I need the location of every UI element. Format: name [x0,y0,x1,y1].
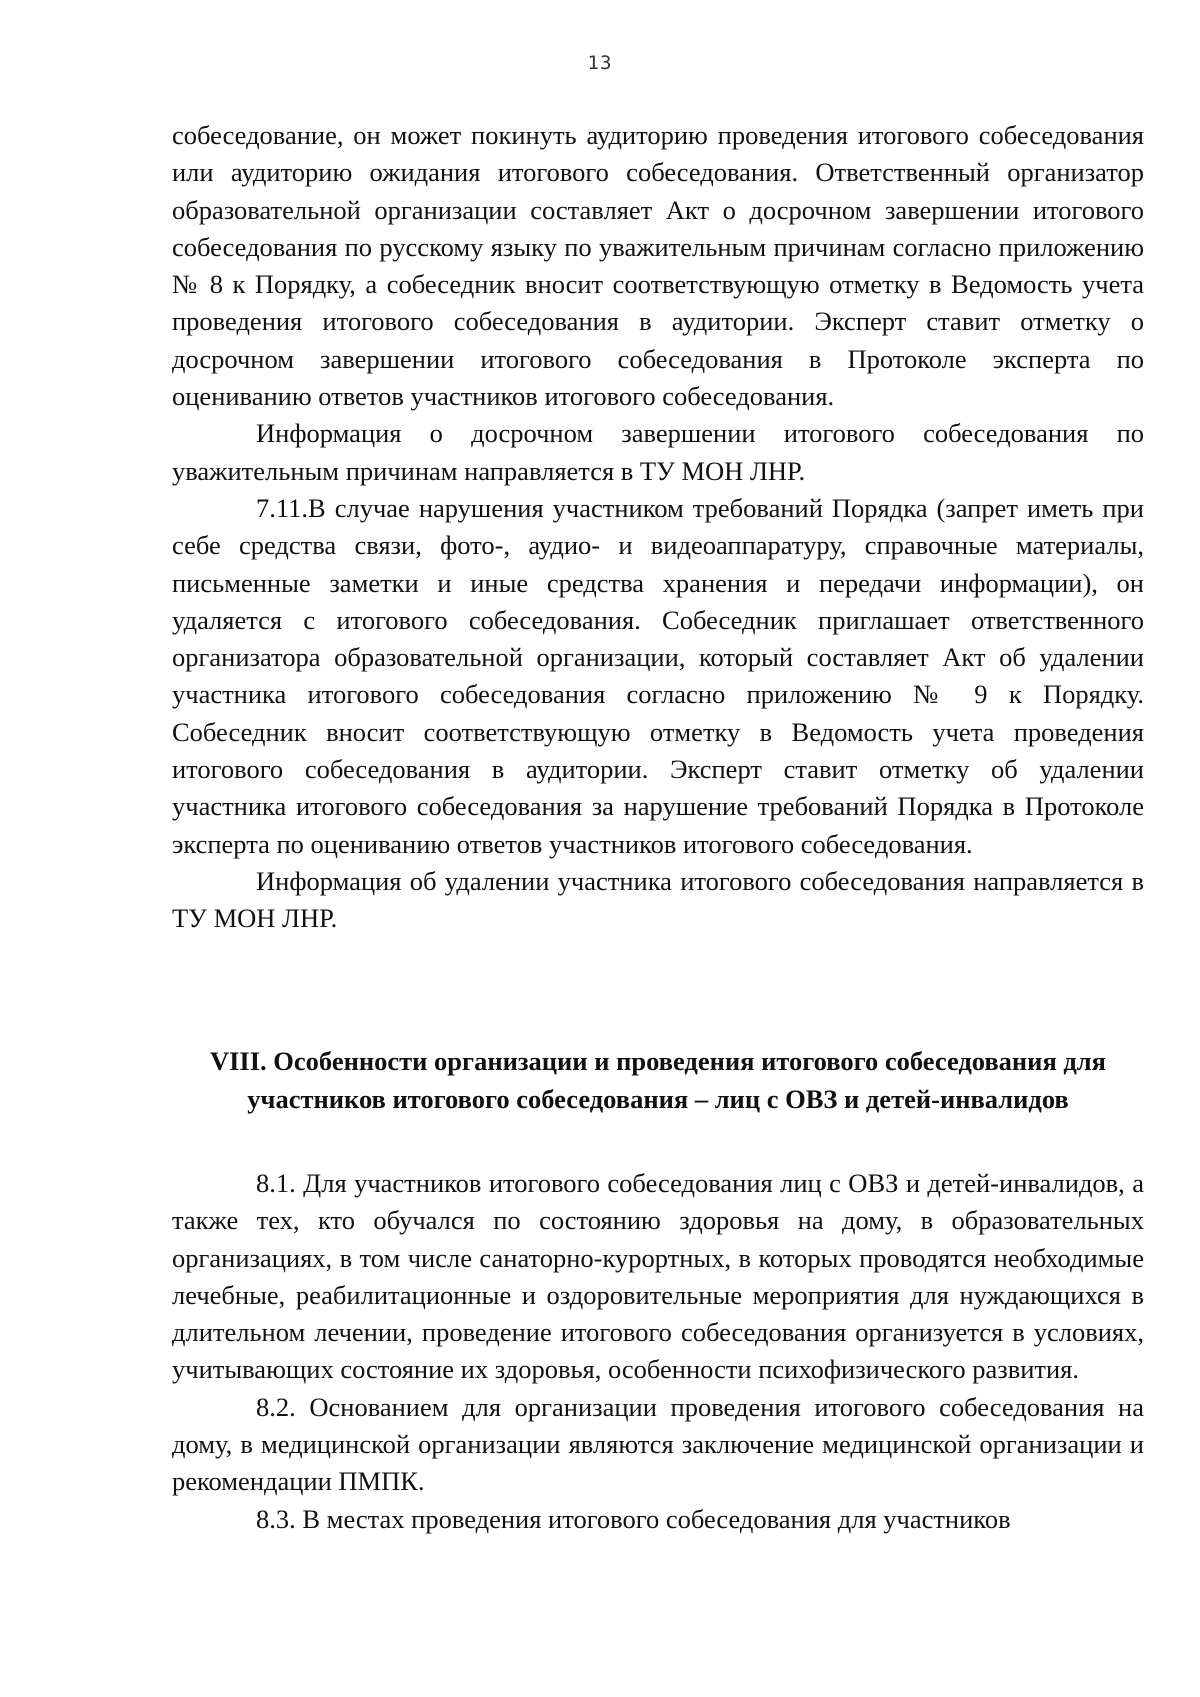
page-number: 13 [587,52,613,74]
paragraph-8-2: 8.2. Основанием для организации проведения итогового собеседования на дому, в медицинской организации являются заключение медицинской организации и рекомендации ПМПК. [172,1391,1144,1497]
text-block-section8 [172,1165,1144,1538]
paragraph-8-3: 8.3. В местах проведения итогового собеседования для участников [256,1503,1011,1534]
paragraph-removal-info: Информация об удалении участника итогового собеседования направляется в ТУ МОН ЛНР. [172,865,1144,934]
paragraph-8-1: 8.1. Для участников итогового собеседования лиц с ОВЗ и детей-инвалидов, а также тех, кто обучался по состоянию здоровья на дому, в образовательных организациях, в том числе санаторно-курортных, в которых проводятся необходимые лечебные, реабилитационные и оздоровительные мероприятия для нуждающихся в длительном лечении, проведение итогового собеседования организуется в условиях, учитывающих состояние их здоровья, особенности психофизического развития. [172,1168,1144,1385]
paragraph-early-completion-info: Информация о досрочном завершении итогового собеседования по уважительным причинам направляется в ТУ МОН ЛНР. [172,418,1144,486]
section-8-heading-line-1: VIII. Особенности организации и проведения итогового собеседования для [209,1046,1107,1076]
paragraph-early-completion: собеседование, он может покинуть аудиторию проведения итогового собеседования или аудиторию ожидания итогового собеседования. Ответственный организатор образовательной организации составляет Акт о досрочном завершении итогового собеседования по русскому языку по уважительным причинам согласно приложению № 8 к Порядку, а собеседник вносит соответствующую отметку в Ведомость учета проведения итогового собеседования в аудитории. Эксперт ставит отметку о досрочном завершении итогового собеседования в Протоколе эксперта по оцениванию ответов участников итогового собеседования. [172,120,1144,412]
section-8-heading [172,1043,1144,1118]
section-8-heading-line-2: участников итогового собеседования – лиц с ОВЗ и детей-инвалидов [247,1083,1069,1114]
paragraph-7-11-removal: 7.11.В случае нарушения участником требований Порядка (запрет иметь при себе средства связи, фото-, аудио- и видеоаппаратуру, справочные материалы, письменные заметки и иные средства хранения и передачи информации), он удаляется с итогового собеседования. Собеседник приглашает ответственного организатора образовательной организации, который составляет Акт об удалении участника итогового собеседования согласно приложению № 9 к Порядку. Собеседник вносит соответствующую отметку в Ведомость учета проведения итогового собеседования в аудитории. Эксперт ставит отметку об удалении участника итогового собеседования за нарушение требований Порядка в Протоколе эксперта по оцениванию ответов участников итогового собеседования. [172,492,1144,859]
text-block-section7 [172,117,1144,938]
